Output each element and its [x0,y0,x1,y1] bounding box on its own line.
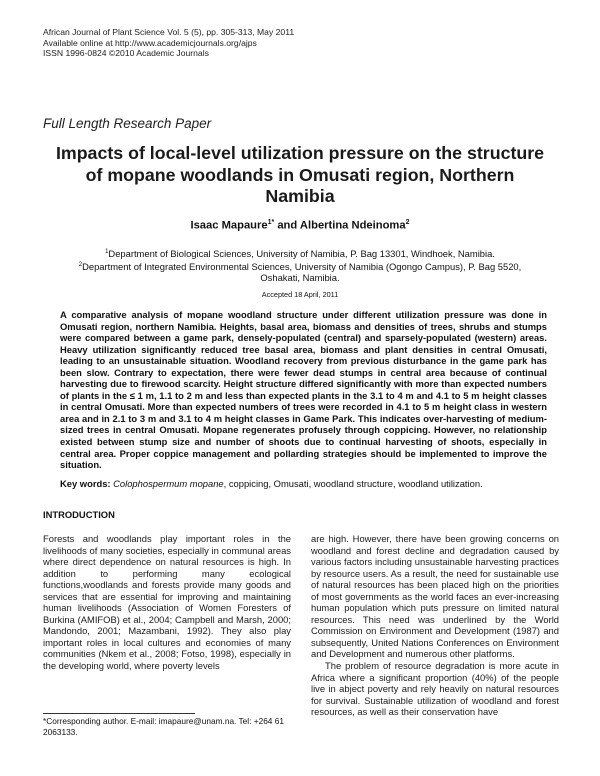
corresponding-author-footnote: *Corresponding author. E-mail: imapaure@unam.na. Tel: +264 61 2063133. [43,716,284,738]
author-2: Albertina Ndeinoma [299,219,406,232]
paper-title: Impacts of local-level utilization pressure on the structure of mopane woodlands in Omusati region, Northern Namibia [55,143,545,206]
footnote-rule [43,713,195,714]
intro-paragraph-1-cont: are high. However, there have been growing concerns on woodland and forest decline and degradation caused by various factors including unsustainable harvesting practices by resource users. As a result, the need for sustainable use of natural resources has been placed high on the priorities of most governments as the world faces an ever-increasing human population which puts pressure on limited natural resources. This need was underlined by the World Commission on Environment and Development (1987) and subsequently, United Nations Conferences on Environment and Development and numerous other platforms. [311,533,559,660]
affiliation-1-number: 1 [105,249,109,255]
keywords-label: Key words: [60,478,111,489]
affiliation-2-number: 2 [78,261,83,268]
keywords [60,478,547,489]
journal-header [43,27,294,59]
paper-type: Full Length Research Paper [43,116,212,131]
author-2-marker: 2 [405,219,410,226]
affiliation-1-text: Department of Biological Sciences, University of Namibia, P. Bag 13301, Windhoek, Namibia. [108,248,495,260]
abstract: A comparative analysis of mopane woodland structure under different utilization pressure was done in Omusati region, northern Namibia. Heights, basal area, biomass and densities of trees, shrubs and stumps were compared between a game park, densely-populated (central) and sparsely-populated (western) areas. Heavy utilization significantly reduced tree basal area, biomass and plant densities in central Omusati, leading to an unsustainable situation. Woodland recovery from previous disturbance in the game park has been slow. Contrary to expectation, there were fewer dead stumps in central area because of continual harvesting due to firewood scarcity. Height structure differed significantly with more than expected numbers of plants in the ≤ 1 m, 1.1 to 2 m and less than expected plants in the 3.1 to 4 m and 4.1 to 5 m height classes in central Omusati. More than expected numbers of trees were recorded in 4.1 to 5 m height class in western area and in 2.1 to 3 m and 3.1 to 4 m height classes in Game Park. This indicates over-harvesting of medium-sized trees in central Omusati. Mopane regenerates profusely through coppicing. However, no relationship existed between stump size and number of shoots due to continual harvesting of shoots, especially in central area. Proper coppice management and pollarding strategies should be implemented to improve the situation. [60,309,547,471]
author-1: Isaac Mapaure [190,219,268,232]
body-column-right [311,533,559,718]
section-heading-introduction: INTRODUCTION [43,509,115,520]
author-line [0,219,600,232]
intro-paragraph-2: The problem of resource degradation is more acute in Africa where a significant proportion (40%) of the people live in abject poverty and rely heavily on natural resources for survival. Sustainable utilization of woodland and forest resources, as well as their conservation have [311,660,559,718]
affiliations [60,247,540,284]
affiliation-1 [60,247,540,260]
journal-availability: Available online at http://www.academicjournals.org/ajps [43,37,257,48]
body-column-left [43,533,291,672]
journal-issn: ISSN 1996-0824 ©2010 Academic Journals [43,48,209,58]
affiliation-2-text: Department of Integrated Environmental Sciences, University of Namibia (Ogongo Campus), P. Bag 5520, Oshakati, Namibia. [82,260,522,284]
keywords-italic: Colophospermum mopane [113,478,224,489]
accepted-date: Accepted 18 April, 2011 [261,290,339,299]
intro-paragraph-1: Forests and woodlands play important roles in the livelihoods of many societies, especially in communal areas where direct dependence on natural resources is high. In addition to performing many ecological functions,woodlands and forests provide many goods and services that are essential for improving and maintaining human livelihoods (Association of Women Foresters of Burkina (AMIFOB) et al., 2004; Campbell and Marsh, 2000; Mandondo, 2001; Mazambani, 1992). They also play important roles in local cultures and economies of many communities (Nkem et al., 2008; Fotso, 1998), especially in the developing world, where poverty levels [43,533,291,672]
author-connector: and [274,219,300,232]
keywords-rest: , coppicing, Omusati, woodland structure, woodland utilization. [223,478,483,489]
journal-citation: African Journal of Plant Science Vol. 5 (5), pp. 305-313, May 2011 [43,27,295,37]
affiliation-2 [60,260,540,284]
author-1-marker: 1* [267,219,275,226]
